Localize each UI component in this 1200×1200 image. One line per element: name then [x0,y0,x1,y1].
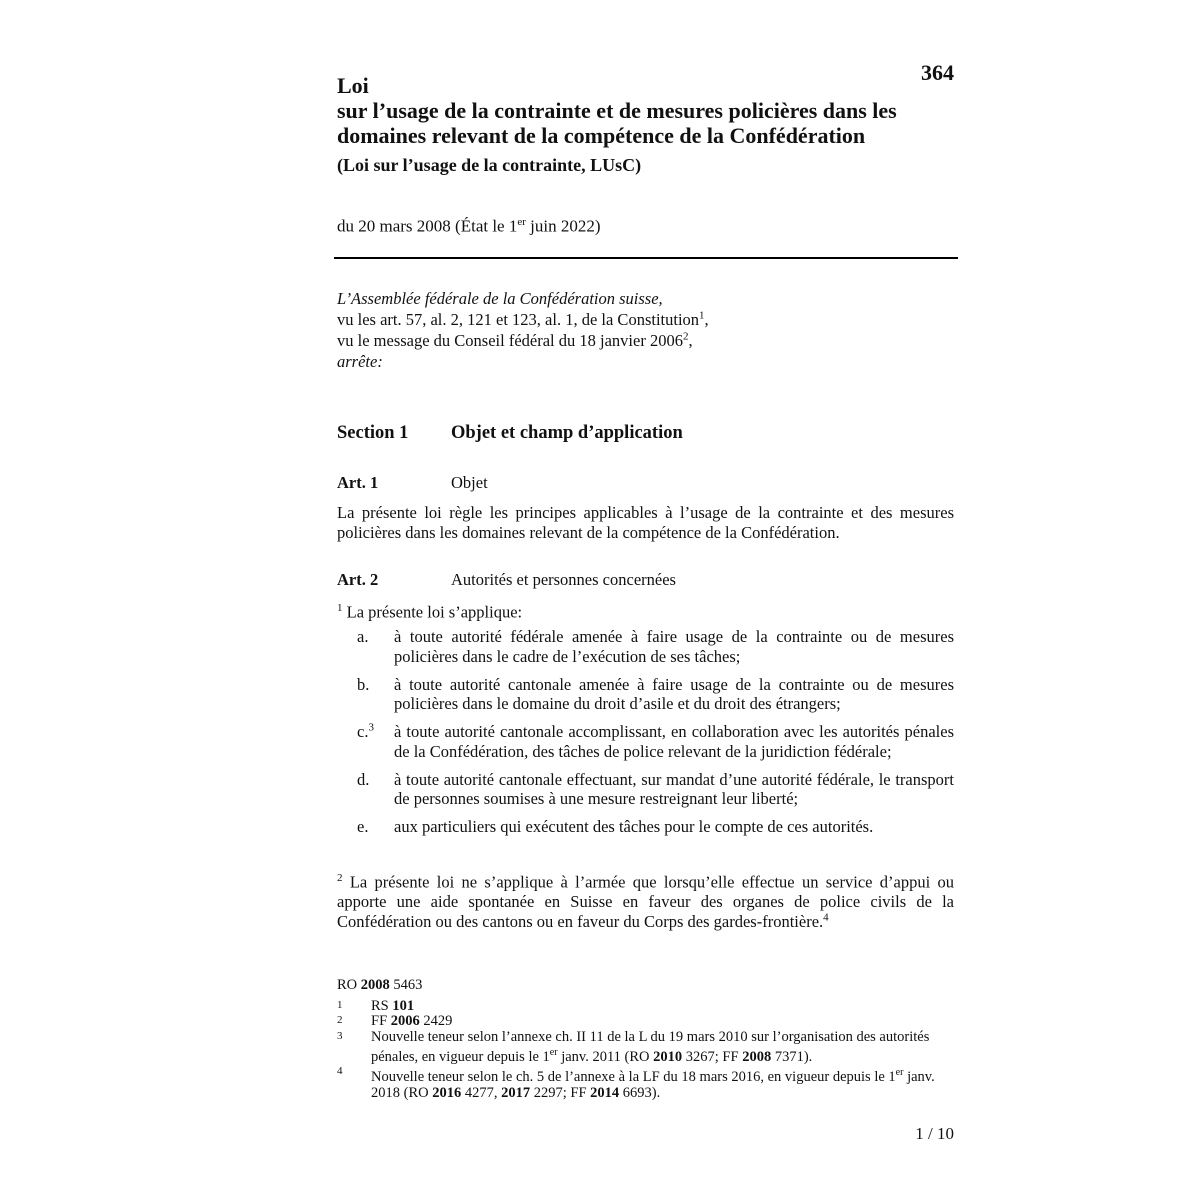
art-1-heading [337,473,488,493]
para-1-number: 1 [337,602,343,614]
title-short: (Loi sur l’usage de la contrainte, LUsC) [337,155,642,175]
art-2-number: Art. 2 [337,570,379,589]
footnote-text: Nouvelle teneur selon le ch. 5 de l’annexe à la LF du 18 mars 2016, en vigueur depuis le 1er janv. 2018 (RO 2016 4277, 2017 2297; FF 2014 6693). [371,1067,935,1101]
footnote-text: RS 101 [371,997,415,1014]
date-prefix: du 20 mars 2008 (État le 1 [337,216,518,236]
preamble-assembly: L’Assemblée fédérale de la Confédération suisse, [337,289,663,308]
para-2-text: La présente loi ne s’applique à l’armée que lorsqu’elle effectue un service d’appui ou apporte une aide spontanée en Suisse en faveur des organes de police civils de la Confédération ou des cantons ou en faveur du Corps des gardes-frontière. [337,872,954,931]
footnote-text: Nouvelle teneur selon l’annexe ch. II 11 de la L du 19 mars 2010 sur l’organisation des autorités pénales, en vigueur depuis le 1er janv. 2011 (RO 2010 3267; FF 2008 7371). [371,1028,930,1065]
footnote-3 [337,1030,954,1066]
art-2-para-1 [337,599,954,622]
date-sup: er [517,216,526,228]
preamble-line-1-text: vu les art. 57, al. 2, 121 et 123, al. 1, de la Constitution [337,310,700,329]
title-divider [334,257,958,259]
list-item [337,770,954,809]
art-1-number: Art. 1 [337,473,379,492]
ro-prefix: RO [337,977,361,993]
list-letter: b. [357,674,370,694]
preamble-decree: arrête: [337,352,383,371]
preamble-comma-1: , [704,310,709,329]
footnote-text: FF 2006 2429 [371,1013,453,1029]
footnote-2 [337,1014,954,1030]
footnote-number: 2 [337,1014,343,1026]
footnote-number: 1 [337,998,343,1011]
list-letter: a. [357,627,369,646]
list-text: à toute autorité cantonale effectuant, sur mandat d’une autorité fédérale, le transport de personnes soumises à une mesure restreignant leur liberté; [394,769,954,808]
footnote-ref-4[interactable]: 4 [823,911,829,923]
preamble [337,288,957,372]
list-text: à toute autorité fédérale amenée à faire usage de la contrainte ou de mesures policières dans le cadre de l’exécution de ses tâches; [394,627,954,666]
footnotes [337,978,954,1101]
art-2-title: Autorités et personnes concernées [451,570,676,589]
art-1-title: Objet [451,473,488,492]
ro-reference [337,978,954,994]
footnote-1 [337,999,954,1015]
preamble-line-2-text: vu le message du Conseil fédéral du 18 janvier 2006 [337,331,683,350]
para-2-number: 2 [337,872,343,884]
list-letter: e. [357,817,369,836]
law-title-block [337,73,957,176]
para-1-text: La présente loi s’applique: [342,602,523,622]
footnote-ref-2[interactable]: 2 [682,330,689,343]
section-1-heading [337,423,683,444]
preamble-line-1 [337,309,957,330]
list-item [337,627,954,666]
section-number: Section 1 [337,423,409,443]
footnote-ref-1[interactable]: 1 [699,309,705,322]
ro-year: 2008 [360,977,390,993]
art-2-para-2 [337,869,954,931]
footnote-ref-3[interactable]: 3 [368,721,374,734]
list-item [337,675,954,714]
title-loi: Loi [337,73,369,98]
list-text: aux particuliers qui exécutent des tâches pour le compte de ces autorités. [394,817,874,836]
list-letter-with-ref [337,722,394,761]
document-page [337,0,957,1200]
list-text: à toute autorité cantonale accomplissant, en collaboration avec les autorités pénales de la Confédération, des tâches de police relevant de la juridiction fédérale; [394,722,954,761]
page-number: 1 / 10 [915,1124,954,1143]
law-number: 364 [921,60,954,85]
list-letter: c. [357,722,369,741]
preamble-comma-2: , [688,331,693,350]
list-item [337,817,954,837]
art-1-text: La présente loi règle les principes applicables à l’usage de la contrainte et des mesures policières dans les domaines relevant de la compétence de la Confédération. [337,503,954,542]
footnote-number: 3 [337,1029,343,1042]
preamble-line-2 [337,330,957,351]
list-item [337,722,954,761]
art-2-heading [337,570,676,590]
ro-page: 5463 [389,977,423,993]
footnote-4 [337,1065,954,1101]
footnote-number: 4 [337,1065,343,1078]
art-2-list [337,627,954,845]
list-letter: d. [357,769,370,789]
date-suffix: juin 2022) [525,216,601,236]
list-text: à toute autorité cantonale amenée à faire usage de la contrainte ou de mesures policières dans le domaine du droit d’asile et du droit des étrangers; [394,674,954,713]
section-title: Objet et champ d’application [451,423,683,443]
title-main: sur l’usage de la contrainte et de mesures policières dans les domaines relevant de la compétence de la Confédération [337,98,897,148]
date-line [337,216,601,237]
